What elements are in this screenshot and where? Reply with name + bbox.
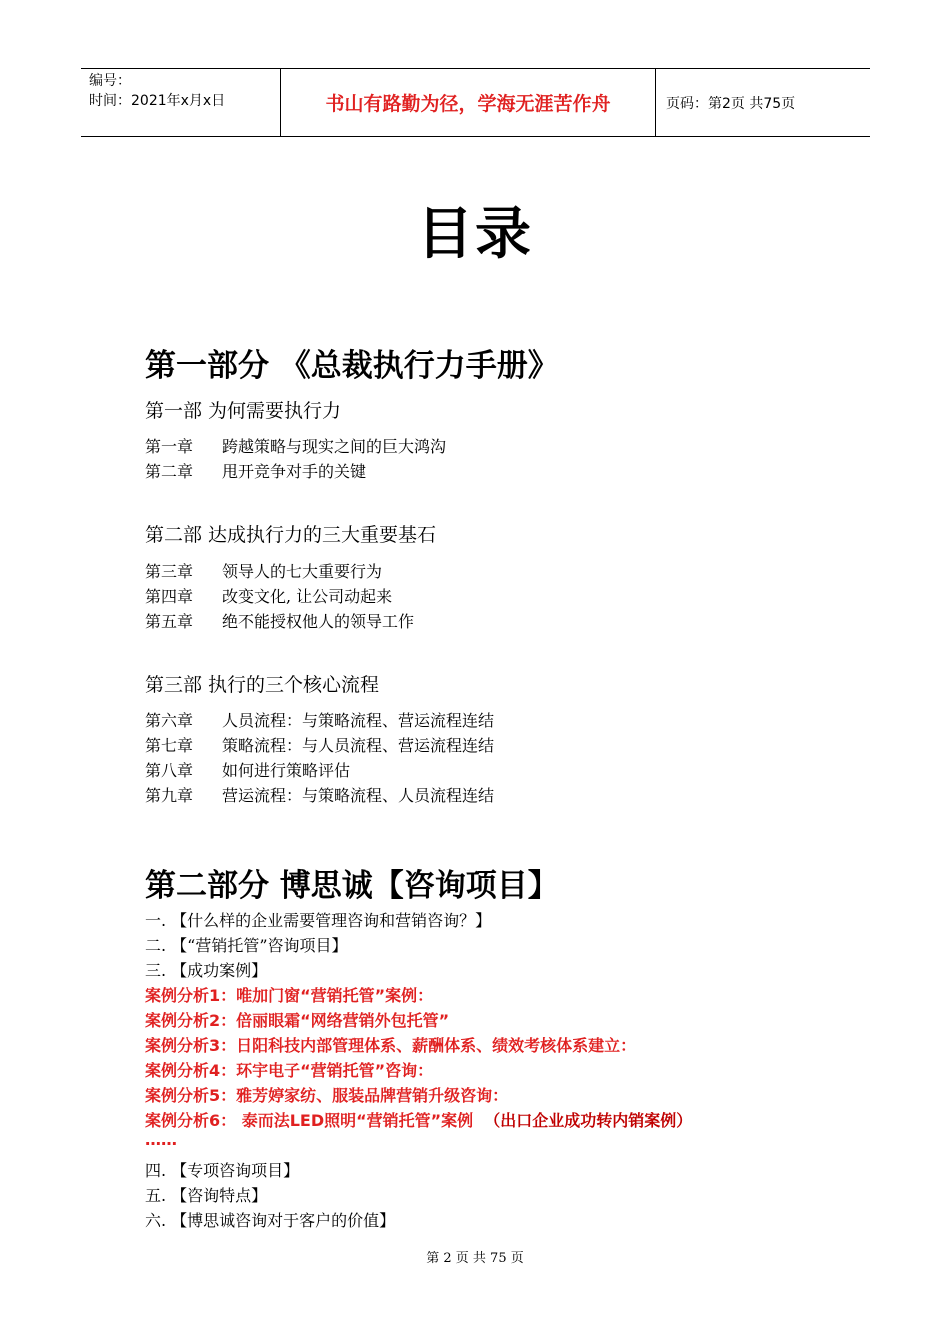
chapter-line: [145, 584, 392, 607]
date-label: 时间：2021年x月x日: [89, 93, 226, 109]
case-note: （出口企业成功转内销案例）: [484, 1111, 693, 1130]
chapter-title: 改变文化, 让公司动起来: [222, 587, 393, 606]
list-item: 六. 【博思诚咨询对于客户的价值】: [145, 1211, 396, 1230]
chapter-line: [145, 609, 414, 632]
chapter-number: 第五章: [145, 612, 194, 631]
list-item: 二. 【“营销托管”咨询项目】: [145, 936, 348, 955]
chapter-title: 人员流程：与策略流程、营运流程连结: [222, 711, 495, 730]
ellipsis: ……: [145, 1130, 177, 1149]
section-heading: 第二部 达成执行力的三大重要基石: [145, 524, 437, 546]
chapter-title: 甩开竞争对手的关键: [222, 462, 367, 481]
chapter-number: 第三章: [145, 562, 194, 581]
list-item: 三. 【成功案例】: [145, 961, 268, 980]
number-label: 编号：: [89, 73, 131, 89]
page-title: 目录: [417, 202, 533, 267]
header-info-cell: [81, 69, 281, 136]
section-heading: 第一部 为何需要执行力: [145, 400, 342, 422]
chapter-number: 第七章: [145, 736, 194, 755]
chapter-line: [145, 758, 350, 781]
list-item: 五. 【咨询特点】: [145, 1186, 268, 1205]
section-heading: 第三部 执行的三个核心流程: [145, 674, 380, 696]
list-item: 四. 【专项咨询项目】: [145, 1161, 300, 1180]
chapter-number: 第六章: [145, 711, 194, 730]
page-footer: 第 2 页 共 75 页: [426, 1251, 524, 1266]
chapter-title: 领导人的七大重要行为: [222, 562, 383, 581]
chapter-line: [145, 459, 366, 482]
part2-heading: 第二部分 博思诚【咨询项目】: [145, 868, 559, 904]
chapter-line: [145, 708, 494, 731]
case-item: 案例分析3：日阳科技内部管理体系、薪酬体系、绩效考核体系建立：: [145, 1036, 637, 1055]
case-item: 案例分析4：环宇电子“营销托管”咨询：: [145, 1061, 434, 1080]
case-item: 案例分析1：唯加门窗“营销托管”案例：: [145, 986, 434, 1005]
header-motto: 书山有路勤为径，学海无涯苦作舟: [281, 69, 656, 136]
list-item: 一. 【什么样的企业需要管理咨询和营销咨询？】: [145, 911, 492, 930]
case-title: 案例分析6： 泰而法LED照明“营销托管”案例: [145, 1111, 474, 1130]
chapter-number: 第一章: [145, 437, 194, 456]
header-table: [81, 68, 870, 137]
part1-heading: 第一部分 《总裁执行力手册》: [145, 348, 559, 384]
case-item: 案例分析5：雅芳婷家纺、服装品牌营销升级咨询：: [145, 1086, 509, 1105]
chapter-line: [145, 559, 382, 582]
chapter-title: 营运流程：与策略流程、人员流程连结: [222, 786, 495, 805]
chapter-title: 跨越策略与现实之间的巨大鸿沟: [222, 437, 447, 456]
chapter-title: 绝不能授权他人的领导工作: [222, 612, 415, 631]
header-page-label: 页码：第2页 共75页: [666, 95, 796, 112]
chapter-title: 策略流程：与人员流程、营运流程连结: [222, 736, 495, 755]
chapter-line: [145, 733, 494, 756]
chapter-number: 第四章: [145, 587, 194, 606]
chapter-title: 如何进行策略评估: [222, 761, 351, 780]
chapter-number: 第二章: [145, 462, 194, 481]
case-item: 案例分析2：倍丽眼霜“网络营销外包托管”: [145, 1011, 450, 1030]
chapter-number: 第八章: [145, 761, 194, 780]
chapter-line: [145, 434, 446, 457]
chapter-line: [145, 783, 494, 806]
chapter-number: 第九章: [145, 786, 194, 805]
case-item: [145, 1108, 692, 1131]
